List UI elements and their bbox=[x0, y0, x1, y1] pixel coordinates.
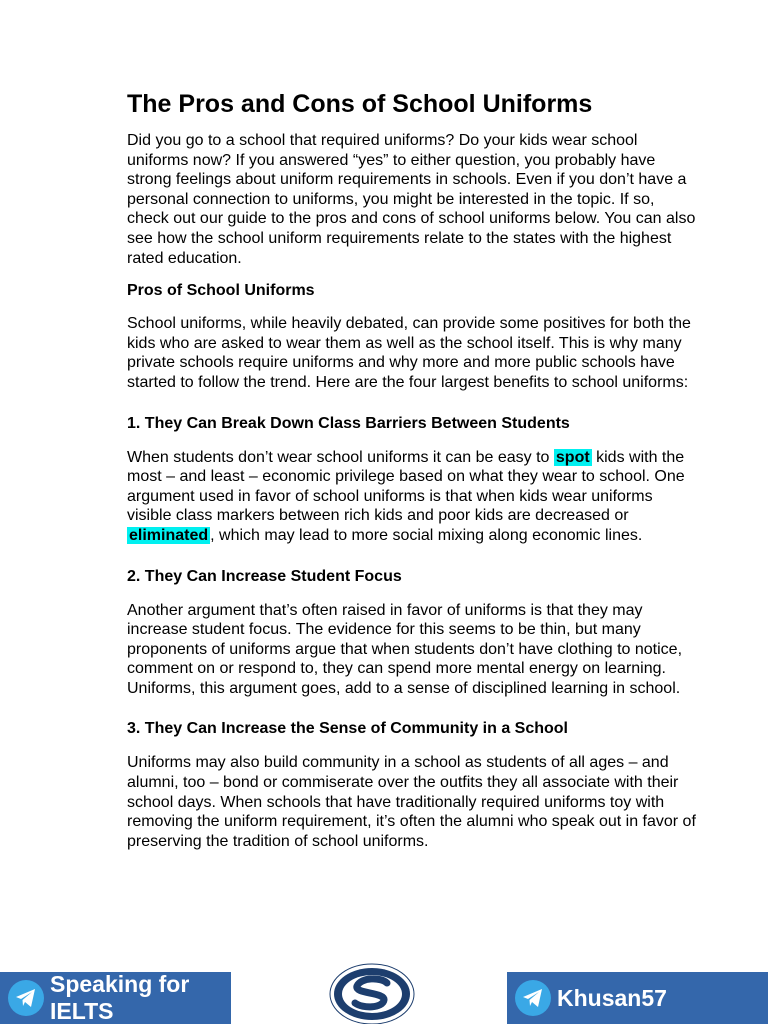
page-title: The Pros and Cons of School Uniforms bbox=[127, 90, 593, 118]
section-1-text-b: kids with the most – and least – economic privilege based on what they wear to school. One argument used in favor of school uniforms is that when kids wear uniforms visible class markers between rich kids and poor kids are decreased or bbox=[127, 448, 685, 525]
section-heading-2: 2. They Can Increase Student Focus bbox=[127, 567, 402, 585]
section-heading-1: 1. They Can Break Down Class Barriers Between Students bbox=[127, 414, 570, 432]
highlight-spot: spot bbox=[555, 448, 590, 466]
footer-left-banner[interactable] bbox=[0, 972, 231, 1024]
footer-left-label: Speaking for IELTS bbox=[50, 971, 190, 1024]
section-paragraph-2: Another argument that’s often raised in favor of uniforms is that they may increase student focus. The evidence for this seems to be thin, but many proponents of uniforms argue that when students don’t have clothing to notice, comment on or respond to, they can spend more mental energy on learning. Uniforms, this argument goes, add to a sense of disciplined learning in school. bbox=[127, 601, 683, 697]
section-1-text-a: When students don’t wear school uniforms it can be easy to bbox=[127, 448, 554, 466]
footer-right-label: Khusan57 bbox=[557, 984, 667, 1011]
telegram-icon bbox=[8, 980, 44, 1016]
section-paragraph-1 bbox=[127, 448, 699, 546]
document-page bbox=[127, 88, 699, 851]
logo-icon bbox=[329, 958, 415, 1024]
footer-right-banner[interactable] bbox=[507, 972, 768, 1024]
section-heading-3: 3. They Can Increase the Sense of Community in a School bbox=[127, 720, 568, 738]
section-1-text-c: , which may lead to more social mixing along economic lines. bbox=[210, 526, 643, 544]
telegram-icon bbox=[515, 980, 551, 1016]
highlight-eliminated: eliminated bbox=[129, 526, 209, 544]
pros-intro-paragraph: School uniforms, while heavily debated, can provide some positives for both the kids who are asked to wear them as well as the school itself. This is why many private schools require uniforms and why more and more public schools have started to follow the trend. Here are the four largest benefits to school uniforms: bbox=[127, 315, 691, 391]
section-paragraph-3: Uniforms may also build community in a school as students of all ages – and alumni, too – bond or commiserate over the outfits they all associate with their school days. When schools that have traditionally required uniforms toy with removing the uniform requirement, it’s often the alumni who speak out in favor of preserving the tradition of school uniforms. bbox=[127, 754, 696, 850]
pros-heading: Pros of School Uniforms bbox=[127, 282, 315, 300]
intro-paragraph: Did you go to a school that required uniforms? Do your kids wear school uniforms now? If you answered “yes” to either question, you probably have strong feelings about uniform requirements in schools. Even if you don’t have a personal connection to uniforms, you might be interested in the topic. If so, check out our guide to the pros and cons of school uniforms below. You can also see how the school uniform requirements relate to the states with the highest rated education. bbox=[127, 132, 696, 267]
